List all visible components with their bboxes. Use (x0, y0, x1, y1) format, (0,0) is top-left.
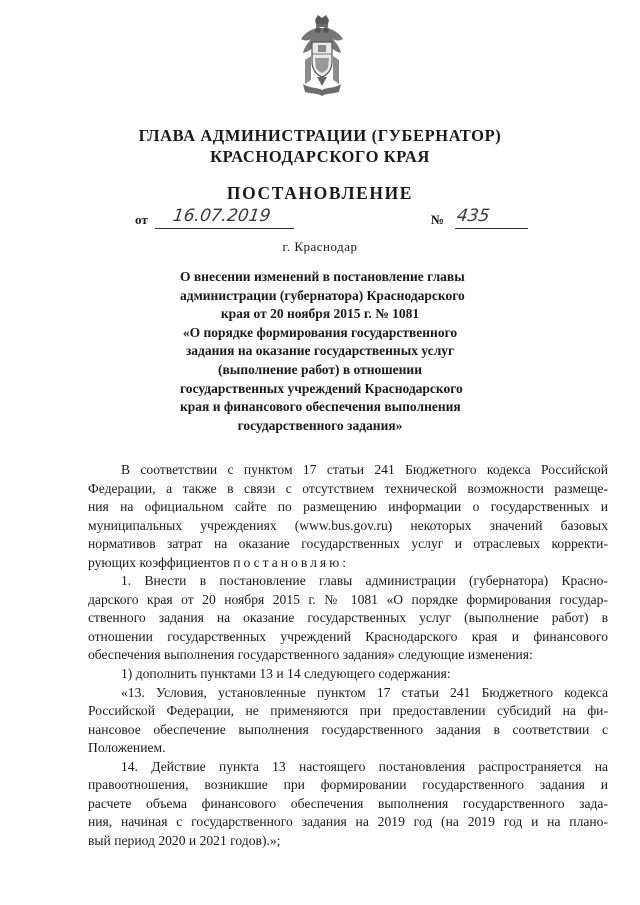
body-line: муниципальных учреждениях (www.bus.gov.ru) некоторых значений базовых (88, 517, 608, 533)
body-line: Положением. (88, 740, 166, 756)
body-line: В соответствии с пунктом 17 статьи 241 Бюджетного кодекса Российской (121, 462, 608, 477)
heading-line: государственного задания» (237, 417, 403, 433)
body-line: расчете объема финансового обеспечения выполнения государственного зада- (88, 795, 608, 811)
date-underline (155, 228, 294, 229)
heading-line: (выполнение работ) в отношении (218, 361, 422, 377)
body-line: нормативов затрат на оказание государственных услуг и отраслевых корректи- (88, 536, 608, 552)
heading-line: задания на оказание государственных услуг (185, 343, 455, 359)
body-line: Российской Федерации, не применяются при предоставлении субсидий на фи- (88, 703, 608, 719)
handwritten-date: 16.07.2019 (171, 206, 272, 226)
heading-line: края и финансового обеспечения выполнения (180, 399, 461, 415)
body-text: рующих коэффициентов (88, 554, 234, 570)
heading-line: администрации (губернатора) Краснодарского (180, 287, 465, 303)
coat-of-arms-emblem (297, 14, 347, 100)
body-line: нансовое обеспечение выполнения государственного задания в соответствии с (88, 721, 608, 737)
body-line: 1) дополнить пунктами 13 и 14 следующего содержания: (121, 666, 451, 682)
document-body (88, 461, 608, 850)
resolution-heading (180, 268, 465, 435)
body-line: ния на официальном сайте по размещению информации о государственных и (88, 499, 608, 515)
issuer-title-line2: КРАСНОДАРСКОГО КРАЯ (210, 147, 430, 166)
body-line: Федерации, а также в связи с отсутствием технической возможности размеще- (88, 480, 608, 496)
body-line: отношении государственных учреждений Краснодарского края и финансового (88, 628, 608, 644)
spaced-keyword: постановляю: (233, 554, 350, 570)
body-line: обеспечения выполнения государственного задания» следующие изменения: (88, 647, 533, 663)
body-line: ственного задания на оказание государственных услуг (выполнение работ) в (88, 610, 608, 626)
body-line: «13. Условия, установленные пунктом 17 статьи 241 Бюджетного кодекса (121, 684, 608, 700)
heading-line: О внесении изменений в постановление главы (180, 269, 465, 284)
body-line: ния, начиная с государственного задания на 2019 год (на 2019 год и на плано- (88, 814, 608, 830)
heading-line: государственных учреждений Краснодарского (180, 380, 463, 396)
heading-line: края от 20 ноября 2015 г. № 1081 (220, 306, 420, 322)
heading-line: «О порядке формирования государственного (182, 324, 458, 340)
body-line: 1. Внести в постановление главы администрации (губернатора) Красно- (121, 573, 608, 589)
body-line: 14. Действие пункта 13 настоящего постановления распространяется на (121, 758, 608, 774)
body-line (88, 554, 608, 573)
date-prefix: от (135, 212, 148, 227)
body-line: правоотношения, возникшие при формировании государственного задания и (88, 777, 608, 793)
number-prefix: № (431, 212, 445, 227)
handwritten-number: 435 (455, 206, 491, 226)
issuer-title-line1: ГЛАВА АДМИНИСТРАЦИИ (ГУБЕРНАТОР) (138, 126, 502, 145)
document-type-title: ПОСТАНОВЛЕНИЕ (226, 183, 414, 203)
number-underline (455, 228, 528, 229)
date-number-row (135, 206, 530, 232)
body-line: дарского края от 20 ноября 2015 г. № 1081 «О порядке формирования государ- (88, 591, 608, 607)
city-line: г. Краснодар (282, 239, 358, 254)
body-line: вый период 2020 и 2021 годов).»; (88, 832, 281, 848)
